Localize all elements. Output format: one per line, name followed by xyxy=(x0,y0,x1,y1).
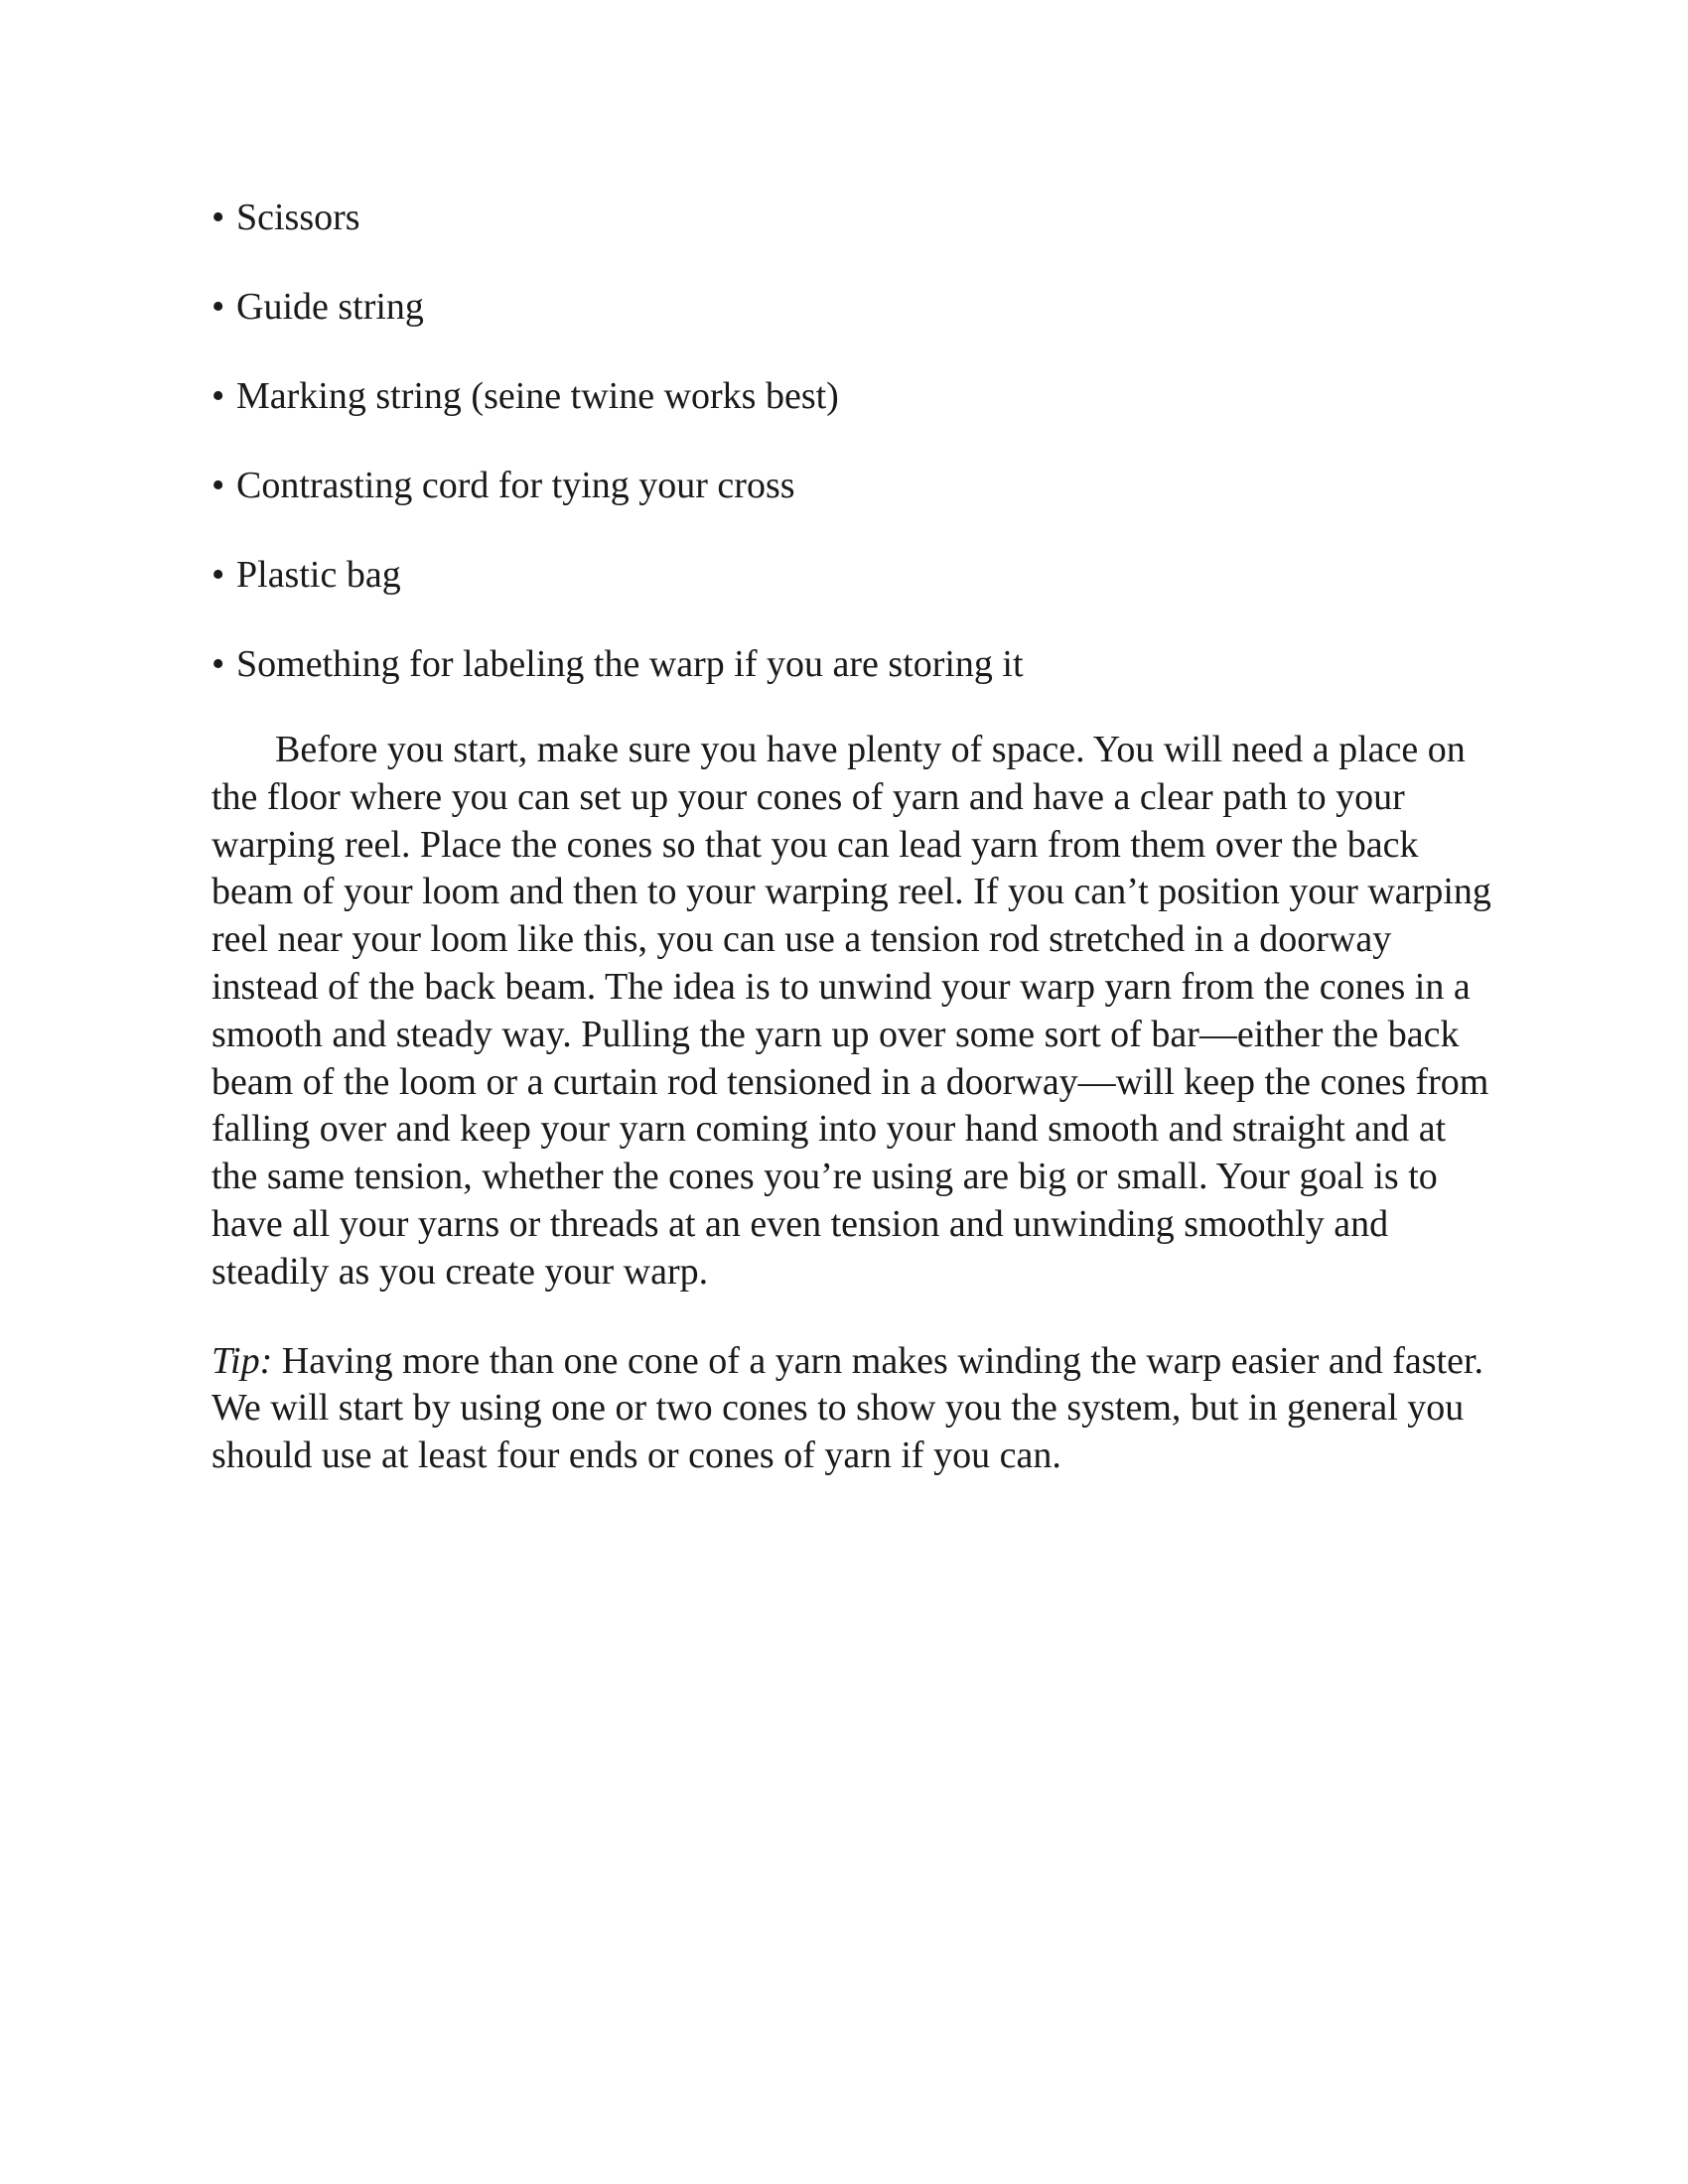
bullet: • xyxy=(211,554,225,596)
bullet: • xyxy=(211,375,225,417)
document-page xyxy=(211,195,1492,1480)
body-paragraph: Before you start, make sure you have plenty of space. You will need a place on the floor where you can set up your cones of yarn and have a clear path to your warping reel. Place the cones so that you can lead yarn from them over the back beam of your loom and then to your warping reel. If you can’t position your warping reel near your loom like this, you can use a tension rod stretched in a doorway instead of the back beam. The idea is to unwind your warp yarn from the cones in a smooth and steady way. Pulling the yarn up over some sort of bar—either the back beam of the loom or a curtain rod tensioned in a doorway—will keep the cones from falling over and keep your yarn coming into your hand smooth and straight and at the same tension, whether the cones you’re using are big or small. Your goal is to have all your yarns or threads at an even tension and unwinding smoothly and steadily as you create your warp. xyxy=(211,729,1491,1293)
bullet: • xyxy=(211,643,225,685)
tip-label: Tip: xyxy=(211,1339,273,1382)
list-item-text: Marking string (seine twine works best) xyxy=(236,375,839,417)
list-item-text: Contrasting cord for tying your cross xyxy=(236,465,795,506)
list-item-text: Guide string xyxy=(236,286,424,328)
list-item xyxy=(211,373,1492,419)
tip-text: Having more than one cone of a yarn makes winding the warp easier and faster. We will start by using one or two cones to show you the system, but in general you should use at least four ends or cones of yarn if you can. xyxy=(211,1339,1484,1477)
list-item xyxy=(211,195,1492,240)
supplies-list xyxy=(211,195,1492,687)
bullet: • xyxy=(211,286,225,328)
list-item-text: Plastic bag xyxy=(236,554,401,596)
list-item xyxy=(211,284,1492,330)
bullet: • xyxy=(211,465,225,506)
tip-paragraph xyxy=(211,1338,1492,1480)
list-item xyxy=(211,463,1492,508)
list-item xyxy=(211,552,1492,598)
list-item xyxy=(211,641,1492,687)
bullet: • xyxy=(211,197,225,238)
list-item-text: Something for labeling the warp if you are storing it xyxy=(236,643,1024,685)
list-item-text: Scissors xyxy=(236,197,360,238)
